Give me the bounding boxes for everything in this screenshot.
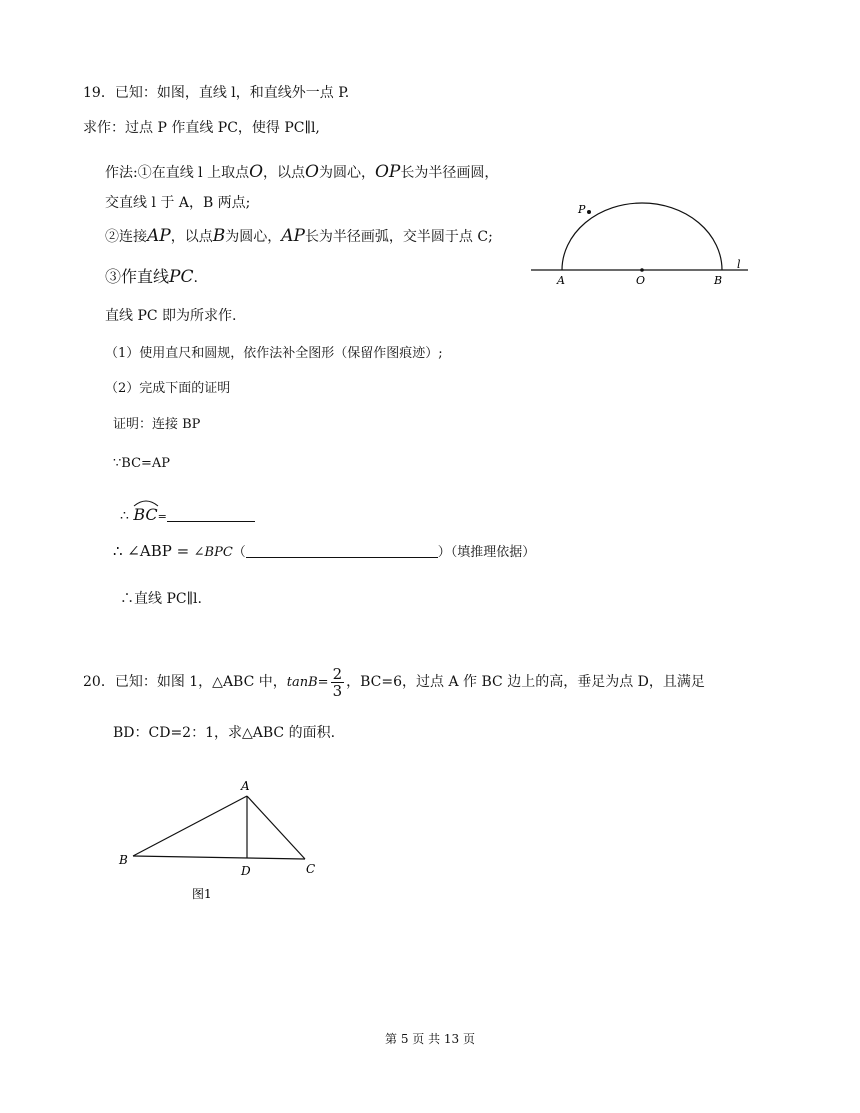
q19-because: ∵BC=AP [113,456,171,471]
step1-point-o: O [249,162,264,182]
therefore-symbol: ∴ [120,508,129,524]
angle-abp: ∴ ∠ABP = [113,542,190,560]
step3-line-pc: PC [169,267,194,287]
side-ab [133,796,247,856]
q19-therefore3: ∴直线 PC∥l. [120,591,202,607]
reason-hint: ）（填推理依据） [437,545,536,560]
open-paren: （ [232,545,246,560]
q19-step1 [105,162,498,182]
q19-figure [528,196,753,288]
step2-text-a: ②连接 [105,229,147,245]
step1-segment-op: OP [374,162,401,182]
tan-denominator: 3 [332,681,343,700]
step2-text-d: 长为半径画弧，交半圆于点 C; [304,229,493,245]
step1-point-o-2: O [305,162,319,182]
label-b: B [119,853,128,867]
equals-sign: = [157,510,167,523]
point-o [640,268,644,272]
side-bc [133,856,305,859]
step1-text-b: ，以点 [263,165,306,181]
method-intro: 作法: [105,165,138,181]
q20-line1 [83,660,705,705]
arc-bc [133,505,157,524]
q19-step2 [105,226,493,246]
q20-text2: ，BC=6，过点 A 作 BC 边上的高，垂足为点 D，且满足 [346,674,705,690]
label-b: B [714,274,723,287]
label-d: D [241,864,251,878]
step1-text-d: 长为半径画圆， [400,165,499,181]
tan-label: tanB= [286,675,329,690]
q19-part2: （2）完成下面的证明 [105,381,231,396]
q19-part1: （1）使用直尺和圆规，依作法补全图形（保留作图痕迹）; [105,346,443,361]
label-a: A [241,779,250,793]
step2-segment-ap-2: AP [281,226,305,246]
answer-blank-2[interactable] [246,543,438,558]
q19-proof-start: 证明：连接 BP [113,417,201,432]
step2-text-c: 为圆心， [225,229,282,245]
page-footer: 第 5 页 共 13 页 [385,1032,475,1046]
q19-therefore1 [120,505,255,524]
label-p: P [578,203,586,216]
q20-figure [110,772,330,904]
q19-given-text: 已知：如图，直线 l，和直线外一点 P. [114,85,350,101]
q20-text1: 已知：如图 1，△ABC 中， [114,674,287,690]
q19-conclusion: 直线 PC 即为所求作. [105,308,237,324]
step3-text-b: . [193,270,198,286]
q19-given [83,82,349,102]
q20-number: 20． [83,674,115,690]
q19-task: 求作：过点 P 作直线 PC，使得 PC∥l, [83,120,320,136]
semicircle [562,203,722,270]
angle-bpc: ∠BPC [193,545,233,560]
label-o: O [636,274,646,287]
q19-step3 [105,264,198,287]
step1-text-a: ①在直线 l 上取点 [137,165,250,181]
q19-number: 19． [83,85,115,101]
arc-bc-label: BC [133,505,158,524]
tan-fraction [331,666,345,699]
side-ac [247,796,305,859]
step1-text-c: 为圆心， [318,165,375,181]
step2-segment-ap: AP [147,226,171,246]
q19-step1-line2: 交直线 l 于 A，B 两点; [105,195,251,211]
step3-text-a: ③作直线 [105,267,170,286]
label-c: C [306,862,316,876]
q20-line2: BD：CD=2：1，求△ABC 的面积. [113,725,336,741]
step2-text-b: ，以点 [170,229,213,245]
label-a: A [557,274,565,287]
figure-caption: 图1 [192,887,212,901]
step2-point-b: B [212,226,226,246]
tan-numerator: 2 [332,664,343,683]
arc-mark-icon [133,499,159,507]
label-l: l [737,258,741,271]
answer-blank-1[interactable] [167,507,255,522]
q19-therefore2 [113,541,535,560]
point-p [587,210,591,214]
